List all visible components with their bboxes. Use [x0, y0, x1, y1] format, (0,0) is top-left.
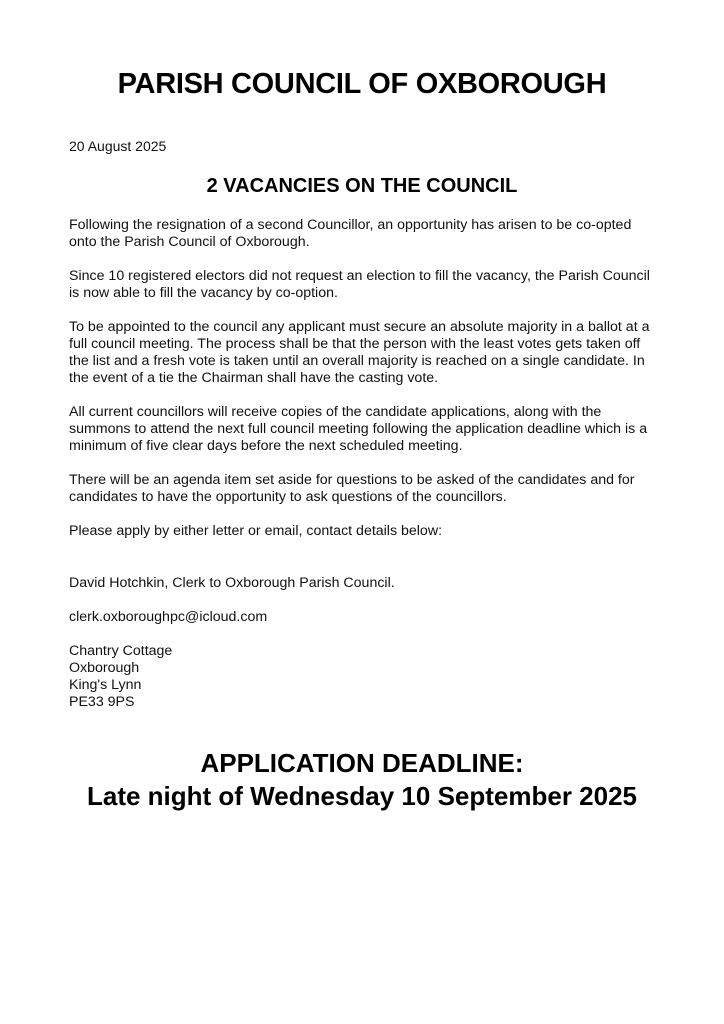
contact-details [69, 575, 395, 711]
paragraph-agenda: There will be an agenda item set aside for questions to be asked of the candidates and for candidates to have the opportunity to ask questions of the councillors. [69, 472, 635, 505]
address-line: Chantry Cottage [69, 643, 173, 659]
paragraph-ballot-process: To be appointed to the council any applicant must secure an absolute majority in a ballot at a full council meeting. The process shall be that the person with the least votes gets taken off the list and a fresh vote is taken until an overall majority is reached on a single candidate. In the event of a tie the Chairman shall have the casting vote. [69, 319, 650, 386]
paragraph-how-to-apply: Please apply by either letter or email, contact details below: [69, 523, 443, 539]
vacancies-heading: 2 VACANCIES ON THE COUNCIL [206, 175, 518, 197]
page-title: PARISH COUNCIL OF OXBOROUGH [117, 68, 607, 100]
clerk-email[interactable]: clerk.oxboroughpc@icloud.com [69, 609, 268, 625]
application-deadline [0, 747, 724, 813]
paragraph-resignation: Following the resignation of a second Councillor, an opportunity has arisen to be co-opted onto the Parish Council of Oxborough. [69, 217, 632, 250]
clerk-name: David Hotchkin, Clerk to Oxborough Parish Council. [69, 575, 395, 591]
document-date: 20 August 2025 [69, 138, 167, 154]
address-line: King's Lynn [69, 677, 142, 693]
paragraph-co-option: Since 10 registered electors did not request an election to fill the vacancy, the Parish Council is now able to fill the vacancy by co-option. [69, 268, 650, 301]
deadline-detail: Late night of Wednesday 10 September 2025 [86, 781, 638, 811]
address-line: Oxborough [69, 660, 140, 676]
deadline-heading: APPLICATION DEADLINE: [200, 748, 524, 778]
paragraph-applications: All current councillors will receive copies of the candidate applications, along with the summons to attend the next full council meeting following the application deadline which is a minimum of five clear days before the next scheduled meeting. [69, 404, 648, 454]
address-postcode: PE33 9PS [69, 694, 135, 710]
body-text [69, 217, 659, 557]
